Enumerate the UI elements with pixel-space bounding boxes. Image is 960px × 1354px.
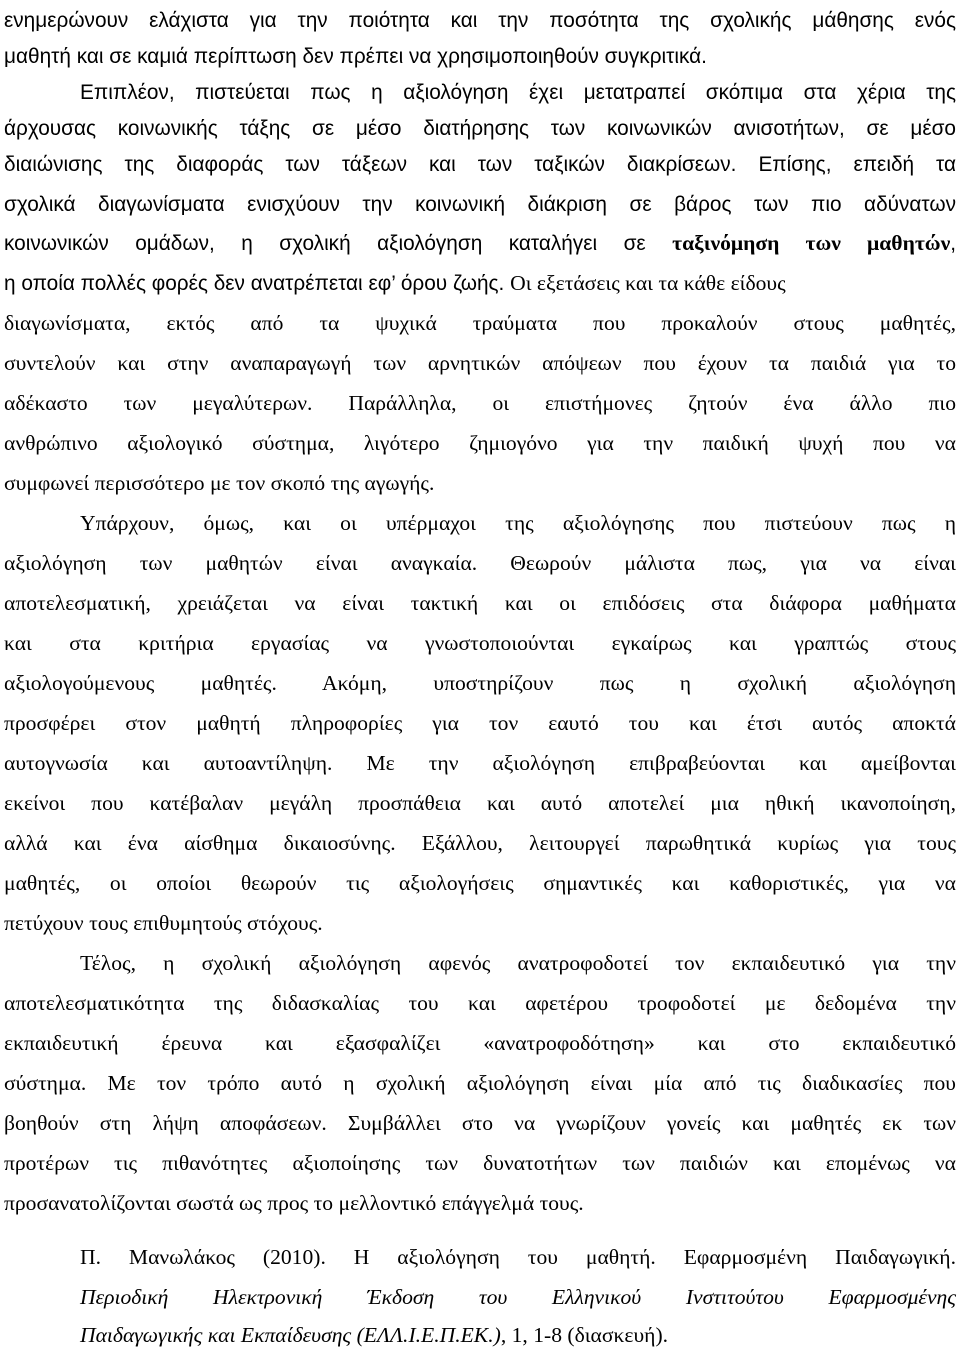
text-span: , <box>950 232 956 255</box>
text-line: αξιολογούμενους μαθητές. Ακόμη, υποστηρίζουν πως η σχολική αξιολόγηση <box>4 671 956 695</box>
text-line: προσφέρει στον μαθητή πληροφορίες για τον εαυτό του και έτσι αυτός αποκτά <box>4 711 956 735</box>
text-line: σχολικά διαγωνίσματα ενισχύουν την κοινωνική διάκριση σε βάρος των πιο αδύνατων <box>4 193 956 216</box>
reference-journal: Περιοδική Ηλεκτρονική Έκδοση του Ελληνικού Ινστιτούτου Εφαρμοσμένης <box>80 1285 956 1309</box>
text-line: ενημερώνουν ελάχιστα για την ποιότητα και την ποσότητα της σχολικής μάθησης ενός <box>4 9 956 32</box>
text-line: αυτογνωσία και αυτοαντίληψη. Με την αξιολόγηση επιβραβεύονται και αμείβονται <box>4 751 956 775</box>
text-line <box>4 224 956 262</box>
text-line <box>4 146 956 184</box>
text-line: συμφωνεί περισσότερο με τον σκοπό της αγωγής. <box>4 471 435 495</box>
reference-journal: Παιδαγωγικής και Εκπαίδευσης (ΕΛΛ.Ι.Ε.Π.ΕΚ.) <box>80 1323 501 1347</box>
text-line: εκείνοι που κατέβαλαν μεγάλη προσπάθεια και αυτό αποτελεί μια ηθική ικανοποίηση, <box>4 791 956 815</box>
text-line: μαθητές, οι οποίοι θεωρούν τις αξιολογήσεις σημαντικές και καθοριστικές, για να <box>4 871 956 895</box>
reference-details: , 1, 1-8 (διασκευή). <box>500 1323 669 1347</box>
reference-line <box>4 1278 956 1316</box>
text-span: κοινωνικών ομάδων, η σχολική αξιολόγηση καταλήγει σε <box>4 232 646 255</box>
text-line: και στα κριτήρια εργασίας να γνωστοποιούνται εγκαίρως και γραπτώς στους <box>4 631 956 655</box>
text-line: σύστημα. Με τον τρόπο αυτό η σχολική αξιολόγηση είναι μία από τις διαδικασίες που <box>4 1071 956 1095</box>
text-span: Επίσης, επειδή τα <box>758 153 956 176</box>
text-line: ανθρώπινο αξιολογικό σύστημα, λιγότερο ζημιογόνο για την παιδική ψυχή που να <box>4 431 956 455</box>
reference-line: Π. Μανωλάκος (2010). Η αξιολόγηση του μαθητή. Εφαρμοσμένη Παιδαγωγική. <box>80 1245 956 1269</box>
text-line <box>4 264 956 302</box>
text-line: μαθητή και σε καμιά περίπτωση δεν πρέπει να χρησιμοποιηθούν συγκριτικά. <box>4 45 707 68</box>
text-line: βοηθούν στη λήψη αποφάσεων. Συμβάλλει στο να γνωρίζουν γονείς και μαθητές εκ των <box>4 1111 956 1135</box>
text-span: Παράλληλα, οι επιστήμονες ζητούν ένα άλλο πιο <box>348 391 957 415</box>
text-line: Υπάρχουν, όμως, και οι υπέρμαχοι της αξιολόγησης που πιστεύουν πως η <box>80 511 956 535</box>
text-span: αδέκαστο των μεγαλύτερων. <box>4 391 313 415</box>
text-line: εκπαιδευτική έρευνα και εξασφαλίζει «ανατροφοδότηση» και στο εκπαιδευτικό <box>4 1031 956 1055</box>
text-line: άρχουσας κοινωνικής τάξης σε μέσο διατήρησης των κοινωνικών ανισοτήτων, σε μέσο <box>4 117 956 140</box>
text-line: προσανατολίζονται σωστά ως προς το μελλοντικό επάγγελμά τους. <box>4 1191 584 1215</box>
reference-line <box>4 1316 956 1354</box>
emphasis-bold: ταξινόμηση των μαθητών <box>672 231 951 255</box>
text-span: Οι εξετάσεις και τα κάθε είδους <box>510 271 786 295</box>
text-line: διαγωνίσματα, εκτός από τα ψυχικά τραύματα που προκαλούν στους μαθητές, <box>4 311 956 335</box>
text-line: συντελούν και στην αναπαραγωγή των αρνητικών απόψεων που έχουν τα παιδιά για το <box>4 351 956 375</box>
text-line: αλλά και ένα αίσθημα δικαιοσύνης. Εξάλλου, λειτουργεί παρωθητικά κυρίως για τους <box>4 831 956 855</box>
text-line: Επιπλέον, πιστεύεται πως η αξιολόγηση έχει μετατραπεί σκόπιμα στα χέρια της <box>80 81 956 104</box>
text-line: Τέλος, η σχολική αξιολόγηση αφενός ανατροφοδοτεί τον εκπαιδευτικό για την <box>80 951 956 975</box>
text-span: διαιώνισης της διαφοράς των τάξεων και των ταξικών διακρίσεων. <box>4 153 737 176</box>
text-line: αποτελεσματικότητα της διδασκαλίας του και αφετέρου τροφοδοτεί με δεδομένα την <box>4 991 956 1015</box>
text-line: αξιολόγηση των μαθητών είναι αναγκαία. Θεωρούν μάλιστα πως, για να είναι <box>4 551 956 575</box>
text-line <box>4 384 956 422</box>
text-line: πετύχουν τους επιθυμητούς στόχους. <box>4 911 323 935</box>
text-span: η οποία πολλές φορές δεν ανατρέπεται εφ’ όρου ζωής. <box>4 272 505 295</box>
text-line: αποτελεσματική, χρειάζεται να είναι τακτική και οι επιδόσεις στα διάφορα μαθήματα <box>4 591 956 615</box>
text-line: προτέρων τις πιθανότητες αξιοποίησης των δυνατοτήτων των παιδιών και επομένως να <box>4 1151 956 1175</box>
